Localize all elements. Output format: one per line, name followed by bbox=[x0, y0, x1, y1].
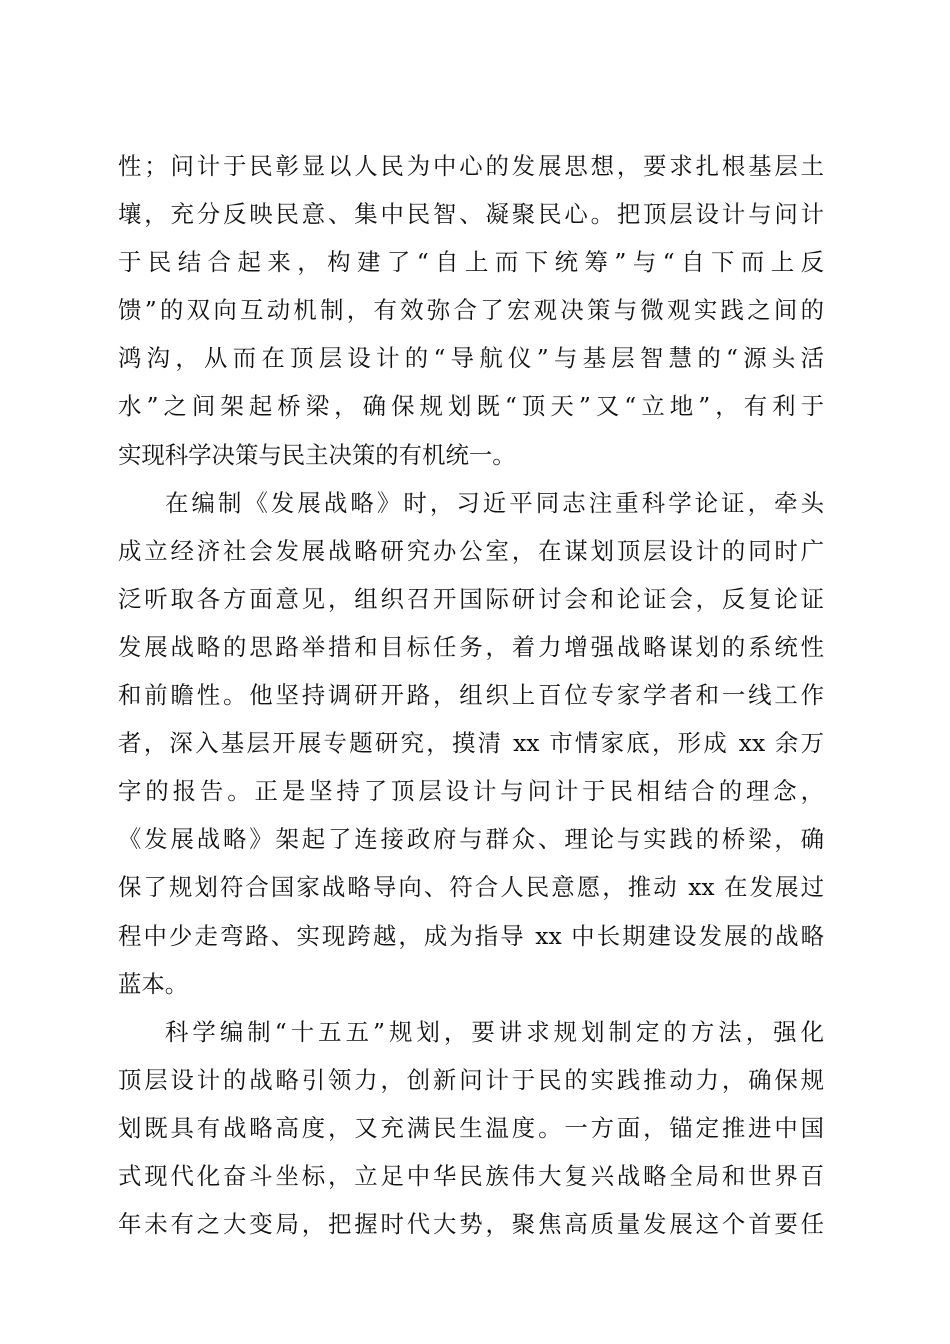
text-line: 鸿沟，从而在顶层设计的“导航仪”与基层智慧的“源头活 bbox=[118, 344, 824, 373]
text-line: 在编制《发展战略》时，习近平同志注重科学论证，牵头 bbox=[165, 488, 824, 517]
text-line: 字的报告。正是坚持了顶层设计与问计于民相结合的理念， bbox=[118, 777, 824, 806]
text-line: 性；问计于民彰显以人民为中心的发展思想，要求扎根基层土 bbox=[118, 152, 824, 180]
text-line: 于民结合起来，构建了“自上而下统筹”与“自下而上反 bbox=[118, 248, 824, 277]
text-line: 蓝本。 bbox=[118, 969, 189, 998]
text-line: 保了规划符合国家战略导向、符合人民意愿，推动 xx 在发展过 bbox=[118, 873, 824, 902]
text-line: 科学编制“十五五”规划，要讲求规划制定的方法，强化 bbox=[165, 1017, 824, 1046]
text-line: 式现代化奋斗坐标，立足中华民族伟大复兴战略全局和世界百 bbox=[118, 1161, 824, 1190]
text-line: 者，深入基层开展专题研究，摸清 xx 市情家底，形成 xx 余万 bbox=[118, 729, 824, 758]
text-line: 和前瞻性。他坚持调研开路，组织上百位专家学者和一线工作 bbox=[118, 681, 824, 710]
paragraph-2 bbox=[118, 479, 824, 1008]
text-line: 成立经济社会发展战略研究办公室，在谋划顶层设计的同时广 bbox=[118, 536, 824, 565]
text-line: 实现科学决策与民主决策的有机统一。 bbox=[118, 440, 516, 469]
text-line: 馈”的双向互动机制，有效弥合了宏观决策与微观实践之间的 bbox=[118, 296, 824, 325]
text-line: 年未有之大变局，把握时代大势，聚焦高质量发展这个首要任 bbox=[118, 1210, 824, 1239]
body-text bbox=[118, 142, 824, 1248]
text-line: 发展战略的思路举措和目标任务，着力增强战略谋划的系统性 bbox=[118, 632, 824, 661]
text-line: 水”之间架起桥梁，确保规划既“顶天”又“立地”，有利于 bbox=[118, 392, 824, 421]
paragraph-1 bbox=[118, 142, 824, 479]
text-line: 顶层设计的战略引领力，创新问计于民的实践推动力，确保规 bbox=[118, 1065, 824, 1094]
text-line: 泛听取各方面意见，组织召开国际研讨会和论证会，反复论证 bbox=[118, 584, 824, 613]
paragraph-3 bbox=[118, 1008, 824, 1248]
text-line: 《发展战略》架起了连接政府与群众、理论与实践的桥梁，确 bbox=[118, 825, 824, 854]
text-line: 划既具有战略高度，又充满民生温度。一方面，锚定推进中国 bbox=[118, 1113, 824, 1142]
text-line: 程中少走弯路、实现跨越，成为指导 xx 中长期建设发展的战略 bbox=[118, 921, 824, 950]
text-line: 壤，充分反映民意、集中民智、凝聚民心。把顶层设计与问计 bbox=[118, 200, 824, 229]
